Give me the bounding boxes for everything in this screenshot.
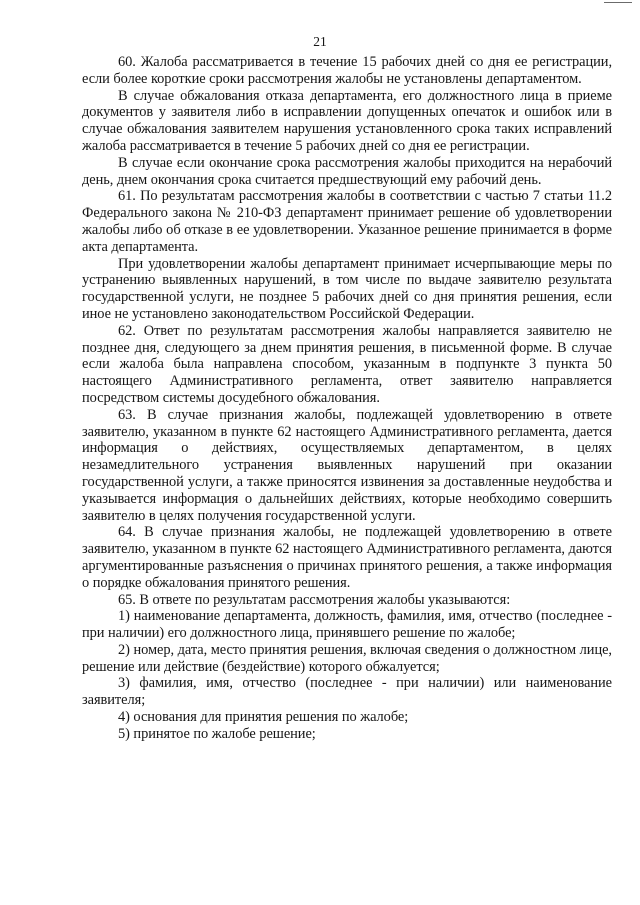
list-item-2: 2) номер, дата, место принятия решения, включая сведения о должностном лице, решение или действие (бездействие) которого обжалуется; [82,641,612,675]
paragraph-63: 63. В случае признания жалобы, подлежащей удовлетворению в ответе заявителю, указанном в пункте 62 настоящего Административного регламента, дается информация о действиях, осуществляемых департаментом, в целях незамедлительного устранения выявленных нарушений при оказании государственной услуги, а также приносятся извинения за доставленные неудобства и указывается информация о дальнейших действиях, которые необходимо совершить заявителю в целях получения государственной услуги. [82,406,612,524]
paragraph-60-nonworking-day: В случае если окончание срока рассмотрения жалобы приходится на нерабочий день, днем окончания срока считается предшествующий ему рабочий день. [82,154,612,188]
paragraph-65: 65. В ответе по результатам рассмотрения жалобы указываются: [118,591,511,608]
paragraph-61: 61. По результатам рассмотрения жалобы в соответствии с частью 7 статьи 11.2 Федерального закона № 210-ФЗ департамент принимает решение об удовлетворении жалобы либо об отказе в ее удовлетворении. Указанное решение принимается в форме акта департамента. [82,188,612,255]
list-item-5: 5) принятое по жалобе решение; [118,725,316,742]
page-number: 21 [313,34,327,49]
document-body [82,54,612,743]
list-item-1: 1) наименование департамента, должность, фамилия, имя, отчество (последнее - при наличии) его должностного лица, принявшего решение по жалобе; [82,608,612,642]
paragraph-60: 60. Жалоба рассматривается в течение 15 рабочих дней со дня ее регистрации, если более короткие сроки рассмотрения жалобы не установлены департаментом. [82,54,612,87]
paragraph-61-satisfaction: При удовлетворении жалобы департамент принимает исчерпывающие меры по устранению выявленных нарушений, в том числе по выдаче заявителю результата государственной услуги, не позднее 5 рабочих дней со дня принятия решения, если иное не установлено законодательством Российской Федерации. [82,255,612,322]
paragraph-62: 62. Ответ по результатам рассмотрения жалобы направляется заявителю не позднее дня, следующего за днем принятия решения, в письменной форме. В случае если жалоба была направлена способом, указанным в подпункте 3 пункта 50 настоящего Административного регламента, ответ заявителю направляется посредством системы досудебного обжалования. [82,322,612,406]
paragraph-60-refusal-appeal: В случае обжалования отказа департамента, его должностного лица в приеме документов у заявителя либо в исправлении допущенных опечаток и ошибок или в случае обжалования заявителем нарушения установленного срока таких исправлений жалоба рассматривается в течение 5 рабочих дней со дня ее регистрации. [82,87,612,154]
list-item-4: 4) основания для принятия решения по жалобе; [118,709,409,726]
scan-edge-mark [604,2,632,3]
list-item-3: 3) фамилия, имя, отчество (последнее - при наличии) или наименование заявителя; [82,675,612,709]
paragraph-64: 64. В случае признания жалобы, не подлежащей удовлетворению в ответе заявителю, указанном в пункте 62 настоящего Административного регламента, даются аргументированные разъяснения о причинах принятого решения, а также информация о порядке обжалования принятого решения. [82,524,612,591]
